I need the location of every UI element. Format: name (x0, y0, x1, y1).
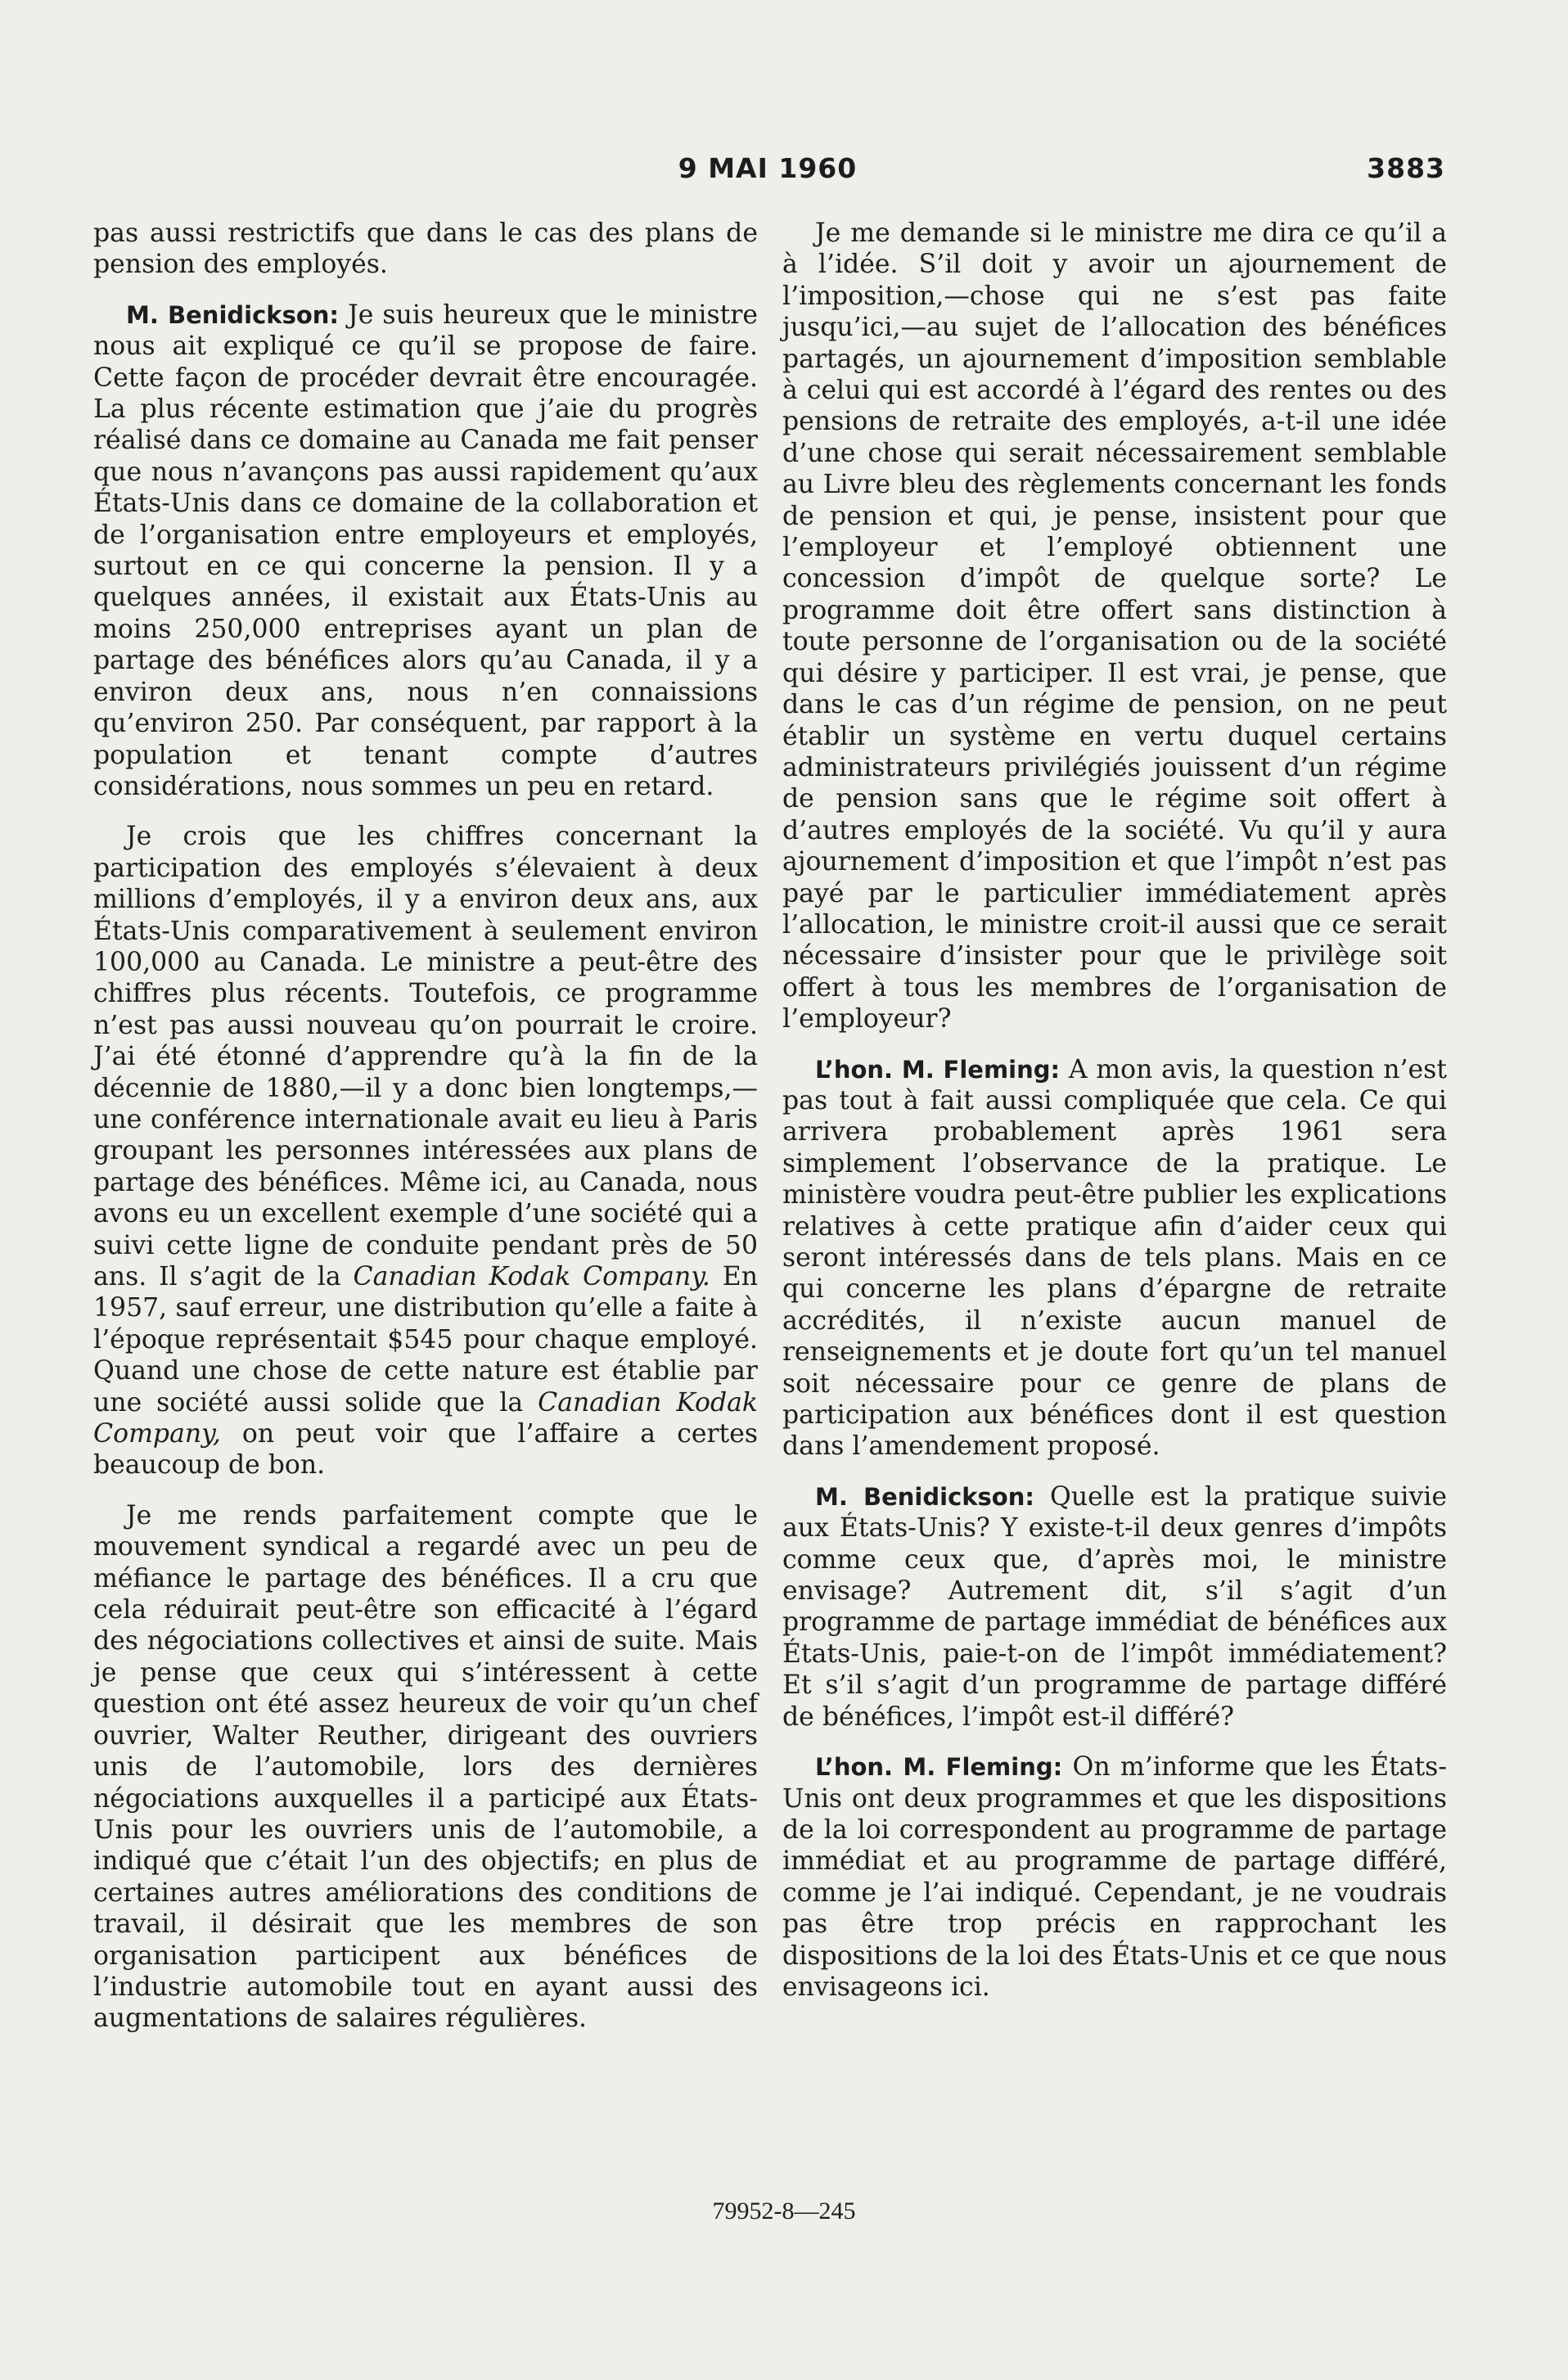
paragraph: Je me demande si le ministre me dira ce qu’il a à l’idée. S’il doit y avoir un ajournement de l’imposition,—chose qui ne s’est pas faite jusqu’ici,—au sujet de l’allocation des bénéfices partagés, un ajournement d’imposition semblable à celui qui est accordé à l’égard des rentes ou des pensions de retraite des employés, a-t-il une idée d’une chose qui serait nécessairement semblable au Livre bleu des règlements concernant les fonds de pension et qui, je pense, insistent pour que l’employeur et l’employé obtiennent une concession d’impôt de quelque sorte? Le programme doit être offert sans distinction à toute personne de l’organisation ou de la société qui désire y participer. Il est vrai, je pense, que dans le cas d’un régime de pension, on ne peut établir un système en vertu duquel certains administrateurs privilégiés jouissent d’un régime de pension sans que le régime soit offert à d’autres employés de la société. Vu qu’il y aura ajournement d’imposition et que l’impôt n’est pas payé par le particulier immédiatement après l’allocation, le ministre croit-il aussi que ce serait nécessaire d’insister pour que le privilège soit offert à tous les membres de l’organisation de l’employeur? (782, 219, 1447, 1034)
page-number: 3883 (1367, 152, 1445, 184)
paragraph-text: En 1957, sauf erreur, une distribution qu’elle a faite à l’époque représentait $545 pour chaque employé. Quand une chose de cette nature est établie par une société aussi solide que la (93, 1262, 758, 1418)
company-name: Canadian Kodak Company, (93, 1387, 758, 1449)
speaker-name: M. Benidickson: (126, 300, 339, 329)
paragraph-text: on peut voir que l’affaire a certes beaucoup de bon. (93, 1419, 758, 1481)
company-name: Canadian Kodak Company. (353, 1262, 710, 1291)
paragraph: pas aussi restrictifs que dans le cas des plans de pension des employés. (93, 219, 758, 280)
speech-text: A mon avis, la question n’est pas tout à fait aussi compliquée que cela. Ce qui arrivera probablement après 1961 sera simplement l’observance de la pratique. Le ministère voudra peut-être publier les explications relatives à cette pratique afin d’aider ceux qui seront intéressés dans de tels plans. Mais en ce qui concerne les plans d’épargne de retraite accrédités, il n’existe aucun manuel de renseignements et je doute fort qu’un tel manuel soit nécessaire pour ce genre de plans de participation aux bénéfices dont il est question dans l’amendement proposé. (782, 1054, 1448, 1462)
speaker-name: L’hon. M. Fleming: (815, 1055, 1061, 1084)
left-column (93, 218, 758, 2035)
speech-benidickson (782, 1481, 1447, 1733)
speech-fleming (782, 1054, 1447, 1463)
page-footer-code: 79952-8—245 (712, 2197, 856, 2224)
paragraph: Je me rends parfaitement compte que le mouvement syndical a regardé avec un peu de méfiance le partage des bénéfices. Il a cru que cela réduirait peut-être son efficacité à l’égard des négociations collectives et ainsi de suite. Mais je pense que ceux qui s’intéressent à cette question ont été assez heureux de voir qu’un chef ouvrier, Walter Reuther, dirigeant des ouvriers unis de l’automobile, lors des dernières négociations auxquelles il a participé aux États-Unis pour les ouvriers unis de l’automobile, a indiqué que c’était l’un des objectifs; en plus de certaines autres améliorations des conditions de travail, il désirait que les membres de son organisation participent aux bénéfices de l’industrie automobile tout en ayant aussi des augmentations de salaires régulières. (93, 1500, 758, 2034)
speech-fleming (782, 1751, 1447, 2003)
page-date: 9 MAI 1960 (678, 152, 858, 184)
speech-text: On m’informe que les États-Unis ont deux programmes et que les dispositions de la loi correspondent au programme de partage immédiat et au programme de partage différé, comme je l’ai indiqué. Cependant, je ne voudrais pas être trop précis en rapprochant les dispositions de la loi des États-Unis et ce que nous envisageons ici. (782, 1752, 1447, 2002)
speech-text: Je suis heureux que le ministre nous ait expliqué ce qu’il se propose de faire. Cette façon de procéder devrait être encouragée. La plus récente estimation que j’aie du progrès réalisé dans ce domaine au Canada me fait penser que nous n’avançons pas aussi rapidement qu’aux États-Unis dans ce domaine de la collaboration et de l’organisation entre employeurs et employés, surtout en ce qui concerne la pension. Il y a quelques années, il existait aux États-Unis au moins 250,000 entreprises ayant un plan de partage des bénéfices alors qu’au Canada, il y a environ deux ans, nous n’en connaissions qu’environ 250. Par conséquent, par rapport à la population et tenant compte d’autres considérations, nous sommes un peu en retard. (93, 300, 758, 801)
paragraph-text: Je crois que les chiffres concernant la participation des employés s’élevaient à deux millions d’employés, il y a environ deux ans, aux États-Unis comparativement à seulement environ 100,000 au Canada. Le ministre a peut-être des chiffres plus récents. Toutefois, ce programme n’est pas aussi nouveau qu’on pourrait le croire. J’ai été étonné d’apprendre qu’à la fin de la décennie de 1880,—il y a donc bien longtemps,—une conférence internationale avait eu lieu à Paris groupant les personnes intéressées aux plans de partage des bénéfices. Même ici, au Canada, nous avons eu un excellent exemple d’une société qui a suivi cette ligne de conduite pendant près de 50 ans. Il s’agit de la (93, 822, 758, 1291)
speech-text: Quelle est la pratique suivie aux États-Unis? Y existe-t-il deux genres d’impôts comme ceux que, d’après moi, le ministre envisage? Autrement dit, s’il s’agit d’un programme de partage immédiat de bénéfices aux États-Unis, paie-t-on de l’impôt immédiatement? Et s’il s’agit d’un programme de partage différé de bénéfices, l’impôt est-il différé? (782, 1481, 1448, 1732)
speaker-name: M. Benidickson: (815, 1482, 1034, 1511)
speaker-name: L’hon. M. Fleming: (815, 1753, 1063, 1782)
right-column (782, 218, 1447, 2003)
page-header (90, 152, 1445, 193)
speech-benidickson (93, 300, 758, 803)
paragraph (93, 821, 758, 1481)
